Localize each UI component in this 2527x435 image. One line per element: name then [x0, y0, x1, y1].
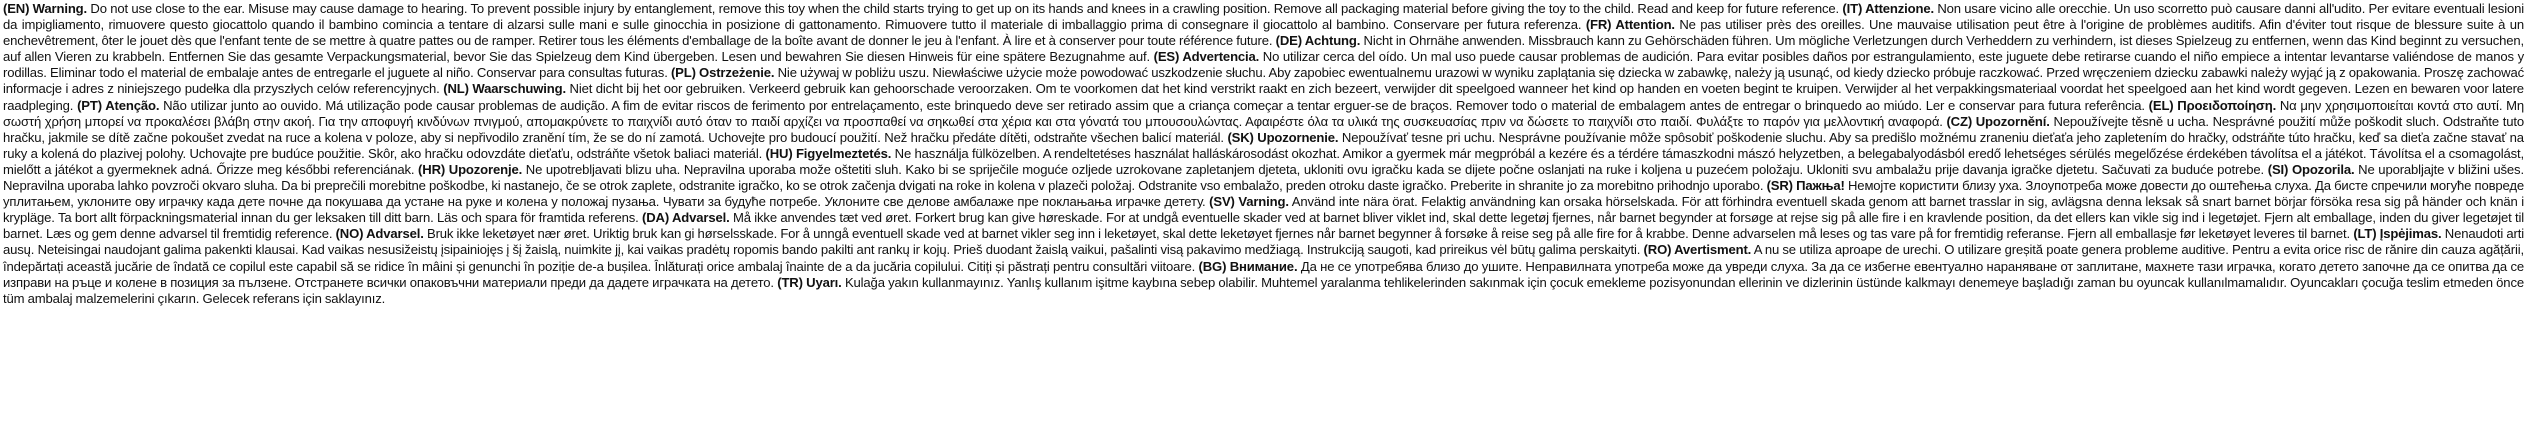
warning-body: A nu se utiliza aproape de urechi. O utilizare greșită poate genera probleme auditive. Pentru a evita orice risc de rănire din cauza agățării, îndepărtați această jucărie de îndată ce copilul este capabil să se ridice în mâini și genunchi în poziție de-a bușilea. Înlăturați orice ambalaj înainte de a da jucăria copilului. Citiți și păstrați pentru consultări viitoare.	[3, 242, 2524, 274]
warning-label: (NL) Waarschuwing.	[443, 81, 566, 97]
warning-label: (PL) Ostrzeżenie.	[670, 65, 775, 81]
warning-body: Använd inte nära örat. Felaktig användning kan orsaka hörselskada. För att förhindra eventuell skada genom att barnet trasslar in sig, avlägsna denna leksak så snart barnet börjar försöka resa sig på händer och knän i krypläge. Ta bort allt förpackningsmaterial innan du ger leksaken till ditt barn. Läs och spara för framtida referens.	[3, 194, 2524, 226]
warning-label: (CZ) Upozornění.	[1946, 113, 2050, 129]
warning-body: Ne használja fülközelben. A rendeltetéses használat halláskárosodást okozhat. Amikor a gyermek már megpróbál a kezére és a térdére támaszkodni mászó helyzetben, a belegabalyodásból eredő lehetséges sérülés megelőzése érdekében távolítsa el a játékot. Távolítsa el a csomagolást, mielőtt a játékot a gyermeknek adná. Őrizze meg későbbi referenciának.	[3, 145, 2524, 177]
warning-body: Nicht in Ohrnähe anwenden. Missbrauch kann zu Gehörschäden führen. Um mögliche Verletzungen durch Verheddern zu verhindern, ist dieses Spielzeug zu entfernen, wenn das Kind beginnt zu versuchen, auf allen Vieren zu krabbeln. Entfernen Sie das gesamte Verpackungsmaterial, bevor Sie das Spielzeug dem Kind übergeben. Lesen und bewahren Sie diesen Hinweis für eine spätere Bezugnahme auf.	[3, 33, 2524, 65]
warning-no	[336, 226, 2350, 241]
warning-label: (EL) Προειδοποίηση.	[2148, 97, 2277, 113]
warning-label: (EN) Warning.	[3, 1, 88, 16]
warning-body: Ne uporabljajte v bližini ušes. Nepravilna uporaba lahko povzroči okvaro sluha. Da bi preprečili morebitne poškodbe, ki nastanejo, če se otrok zaplete, odstranite igračko, ko se otrok začenja dvigati na roke in kolena v plazeči položaj. Odstranite vso embalažo, preden otroku daste igračko. Preberite in shranite jo za morebitno prihodnjo uporabo.	[3, 161, 2524, 194]
warning-body: Nepoužívať tesne pri uchu. Nesprávne používanie môže spôsobiť poškodenie sluchu. Aby sa predišlo možnému zraneniu dieťaťa jeho zapletením do hračky, odstráňte túto hračku, keď sa dieťa začne stavať na ruky a kolená do plazivej polohy. Uchovajte pre budúce použitie. Skôr, ako hračku odovzdáte dieťaťu, odstráňte všetok baliaci materiál.	[3, 129, 2524, 161]
warning-label: (TR) Uyarı.	[777, 274, 842, 290]
warning-body: Да не се употребява близо до ушите. Неправилната употреба може да увреди слуха. За да се избегне евентуално нараняване от заплитане, махнете тази играчка, когато детето започне да се опитва да се изправи на ръце и колене в позиция за пълзене. Отстранете всички опаковъчни материали преди да дадете играчката на детето.	[3, 258, 2524, 290]
warning-label: (PT) Atenção.	[77, 97, 160, 113]
warning-label: (LT) Įspėjimas.	[2353, 226, 2442, 242]
warning-label: (HU) Figyelmeztetés.	[765, 145, 892, 161]
warning-label: (IT) Attenzione.	[1842, 1, 1934, 16]
warning-body: Nenaudoti arti ausų. Neteisingai naudojant galima pakenkti klausai. Kad vaikas nesusižeistų įsipainiojęs į šį žaislą, nuimkite jį, kai vaikas pradėtų ropomis bando pakilti ant rankų ir kojų. Prieš duodant žaislą vaikui, pašalinti visą pakavimo medžiagą. Instrukciją saugoti, kad prireikus vėl būtų galima perskaityti.	[3, 226, 2524, 258]
warning-label: (HR) Upozorenje.	[418, 161, 523, 177]
warning-body: Må ikke anvendes tæt ved øret. Forkert brug kan give høreskade. For at undgå eventuelle skader ved at barnet bliver viklet ind, skal dette legetøj fjernes, når barnet begynder at forsøge at rejse sig på alle fire i en kravlende position, da det ellers kan vikle sig ind i legetøjet. Fjern alt emballage, inden du giver legetøjet til barnet. Læs og gem denne advarsel til fremtidig reference.	[3, 210, 2524, 242]
warning-body: Να μην χρησιμοποιείται κοντά στο αυτί. Μη σωστή χρήση μπορεί να προκαλέσει βλάβη στην ακοή. Για την αποφυγή κινδύνων πνιγμού, απομακρύνετε το παιχνίδι αυτό όταν το παιδί αρχίζει να προσπαθεί να σηκωθεί στα χέρια και στα γόνατά του μπουσουλώντας. Αφαιρέστε όλα τα υλικά της συσκευασίας πριν να δώσετε το παιχνίδι στο παιδί. Φυλάξτε το παρόν για μελλοντική αναφορά.	[3, 97, 2524, 129]
warning-label: (NO) Advarsel.	[335, 226, 424, 242]
warning-hr	[418, 162, 2264, 177]
warning-en	[3, 1, 1839, 16]
warning-body: Ne pas utiliser près des oreilles. Une mauvaise utilisation peut être à l'origine de problèmes auditifs. Afin d'éviter tout risque de blessure suite à un enchevêtrement, ôter le jouet dès que l'enfant tente de se mettre à quatre pattes ou de ramper. Retirer tous les éléments d'emballage de la boîte avant de donner le jeu à l'enfant. À lire et à conserver pour toute référence future.	[3, 17, 2524, 49]
warning-body: Niet dicht bij het oor gebruiken. Verkeerd gebruik kan gehoorschade veroorzaken. Om te voorkomen dat het kind verstrikt raakt en zich bezeert, verwijder dit speelgoed wanneer het kind op handen en voeten begint te kruipen. Verwijder al het verpakkingsmateriaal voordat het speelgoed aan het kind wordt gegeven. Lezen en bewaren voor latere raadpleging.	[3, 81, 2524, 113]
warning-label: (DA) Advarsel.	[642, 210, 730, 226]
warning-label: (ES) Advertencia.	[1153, 49, 1260, 65]
warning-body: Não utilizar junto ao ouvido. Má utilização pode causar problemas de audição. A fim de evitar riscos de ferimento por entrelaçamento, este brinquedo deve ser retirado assim que a criança começar a tentar erguer-se de braços. Remover todo o material de embalagem antes de entregar o brinquedo ao miúdo. Ler e conservar para futura referência.	[163, 97, 2145, 113]
warning-label: (SI) Opozorila.	[2267, 161, 2355, 177]
warning-body: Do not use close to the ear. Misuse may cause damage to hearing. To prevent possible injury by entanglement, remove this toy when the child starts trying to get up on its hands and knees in a crawling position. Remove all packaging material before giving the toy to the child. Read and keep for future reference.	[90, 1, 1840, 16]
warning-label: (BG) Внимание.	[1198, 258, 1298, 274]
warning-label: (FR) Attention.	[1585, 17, 1675, 33]
warning-label: (SV) Varning.	[1209, 194, 1289, 210]
warning-label: (RO) Avertisment.	[1643, 242, 1752, 258]
warning-body: Non usare vicino alle orecchie. Un uso scorretto può causare danni all'udito. Per evitare eventuali lesioni da impigliamento, rimuovere questo giocattolo quando il bambino comincia a tentare di alzarsi sulle mani e sulle ginocchia in posizione di gattonamento. Rimuovere tutto il materiale di imballaggio prima di consegnare il giocattolo al bambino. Conservare per futura referenza.	[3, 1, 2524, 33]
warning-body: Немојте користити близу уха. Злоупотреба може довести до оштећења слуха. Да бисте спречили могуће повреде уплитањем, уклоните ову играчку када дете почне да покушава да устане на руке и колена у положај пузања. Чувати за будуће потребе. Уклоните све делове амбалаже пре поклањања играчке детету.	[3, 178, 2524, 210]
warning-label: (DE) Achtung.	[1275, 33, 1361, 49]
warning-label: (SK) Upozornenie.	[1227, 129, 1339, 145]
warning-body: Bruk ikke leketøyet nær øret. Uriktig bruk kan gi hørselsskade. For å unngå eventuell skade ved at barnet vikler seg inn i leketøyet, skal dette leketøyet fjernes når barnet begynner å forsøke å reise seg på alle fire for å krabbe. Denne advarselen må leses og tas vare på for fremtidig referanse. Fjern all emballasje før leketøyet leveres til barnet.	[426, 226, 2351, 242]
warning-body: Ne upotrebljavati blizu uha. Nepravilna uporaba može oštetiti sluh. Kako bi se spriječile moguće ozljede uzrokovane zapletanjem djeteta, ukloniti ovu igračku kada se dijete počne oslanjati na ruke i koljena u puzećem položaju. Ukloniti svu ambalažu prije davanja igračke djetetu. Sačuvati za buduće potrebe.	[525, 161, 2265, 177]
warning-body: Kulağa yakın kullanmayınız. Yanlış kullanım işitme kaybına sebep olabilir. Muhtemel yaralanma tehlikelerinden sakınmak için çocuk emekleme pozisyonundan ellerinin ve dizlerinin üstünde kalkmayı denemeye başladığı zaman bu oyuncak kullanılmamalıdır. Oyuncakları çocuğa teslim etmeden önce tüm ambalaj malzemelerini çıkarın. Gelecek referans için saklayınız.	[3, 274, 2524, 306]
warning-body: No utilizar cerca del oído. Un mal uso puede causar problemas de audición. Para evitar posibles daños por estrangulamiento, este juguete debe retirarse cuando el niño empiece a intentar levantarse valiéndose de manos y rodillas. Eliminar todo el material de embalaje antes de entregarle el juguete al niño. Conservar para consultas futuras.	[3, 49, 2524, 81]
warning-body: Nepoužívejte těsně u ucha. Nesprávné použití může poškodit sluch. Odstraňte tuto hračku, jakmile se dítě začne pokoušet zvedat na ruce a kolena v poloze, aby si nepřivodilo zranění tím, že se do ní zamotá. Uchovejte pro budoucí použití. Než hračku předáte dítěti, odstraňte všechen balicí materiál.	[3, 113, 2524, 145]
warning-body: Nie używaj w pobliżu uszu. Niewłaściwe użycie może powodować uszkodzenie słuchu. Aby zapobiec ewentualnemu urazowi w wyniku zaplątania się dziecka w zabawkę, należy ją usunąć, od kiedy dziecko próbuje raczkować. Przed wręczeniem dziecku zabawki należy wyjąć ją z opakowania. Proszę zachować informacje i adres z niniejszego pudełka dla przyszłych celów referencyjnych.	[3, 65, 2524, 97]
warning-pt	[77, 98, 2145, 113]
warning-label: (SR) Пажња!	[1766, 178, 1845, 194]
